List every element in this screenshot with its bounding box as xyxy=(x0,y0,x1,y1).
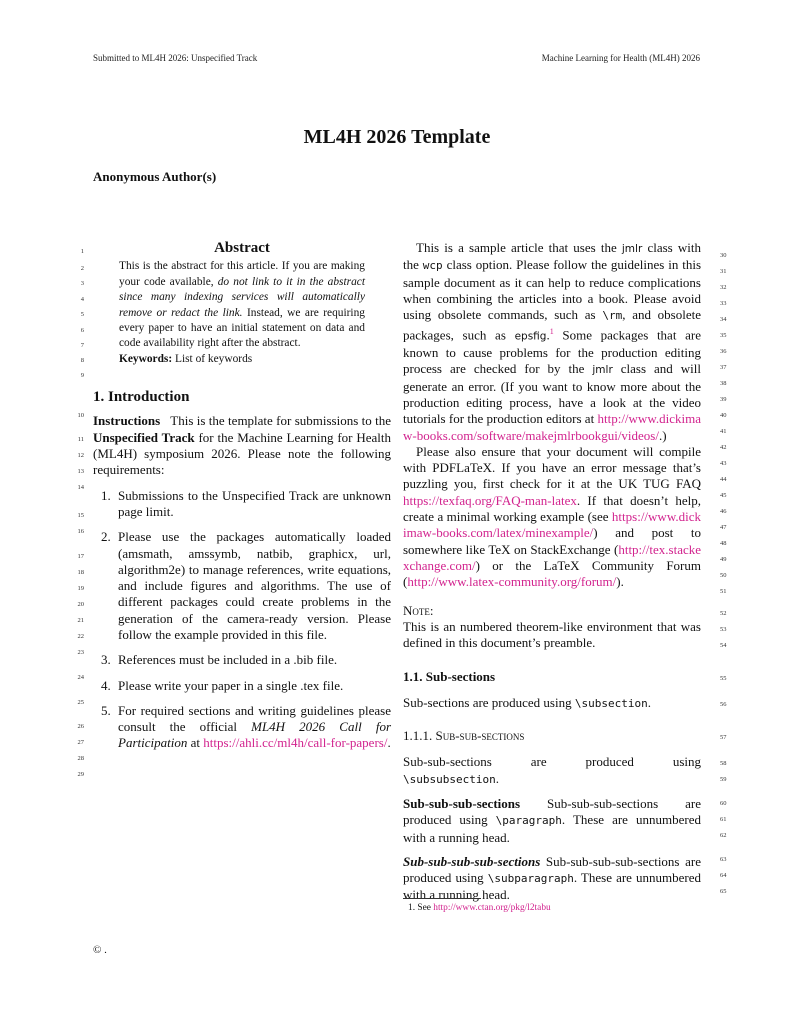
line-number: 6 xyxy=(80,327,84,334)
line-number: 36 xyxy=(720,348,727,355)
line-number: 8 xyxy=(80,357,84,364)
author-line: Anonymous Author(s) xyxy=(93,169,217,184)
line-number: 16 xyxy=(77,528,84,535)
line-number: 17 xyxy=(77,553,84,560)
ctan-link[interactable]: http://www.ctan.org/pkg/l2tabu xyxy=(433,903,551,913)
paragraph-heading: Sub-sub-sub-sections xyxy=(403,795,521,811)
line-number: 26 xyxy=(77,723,84,730)
section-heading-introduction: 1. Introduction xyxy=(93,389,190,406)
line-number: 18 xyxy=(77,569,84,576)
list-item: 1. Submissions to the Unspecified Track are unknown page limit. xyxy=(101,487,391,519)
line-number: 30 xyxy=(720,252,727,259)
footnote-rule xyxy=(403,898,481,899)
list-item: 2. Please use the packages automatically loaded (amsmath, amssymb, natbib, graphicx, url, algorithm2e) to manage references, write equations, and include figures and algorithms. The use of different packages could create problems in the generation of the camera-ready version. Please follow the example provided in this file. xyxy=(101,529,391,642)
note-environment xyxy=(403,603,701,652)
line-number: 35 xyxy=(720,332,727,339)
line-number: 55 xyxy=(720,675,727,682)
line-number: 13 xyxy=(77,468,84,475)
line-number: 3 xyxy=(80,280,84,287)
subsubsection-text: Sub-sub-sections are produced using \subsubsection. xyxy=(403,754,701,786)
line-number: 20 xyxy=(77,601,84,608)
keywords: List of keywords xyxy=(172,352,253,365)
line-number: 51 xyxy=(720,588,727,595)
line-number: 24 xyxy=(77,674,84,681)
stackexchange-link[interactable]: http://tex.stackexchange.com/ xyxy=(403,541,701,573)
line-number: 27 xyxy=(77,739,84,746)
line-number: 63 xyxy=(720,856,727,863)
line-number: 29 xyxy=(77,771,84,778)
list-item: 4. Please write your paper in a single .tex file. xyxy=(101,677,344,693)
running-header-left: Submitted to ML4H 2026: Unspecified Track xyxy=(93,53,258,63)
paragraph-block: Sub-sub-sub-sections Sub-sub-sub-sections are produced using \paragraph. These are unnumbered with a running head. xyxy=(403,795,701,845)
line-number: 53 xyxy=(720,626,727,633)
body-paragraph: This is a sample article that uses the jmlr class with the wcp class option. Please follow the guidelines in this sample document as it can help to reduce complications when combining the articles into a book. Please avoid using obsolete commands, such as \rm, and obsolete packages, such as epsfig.$^1$ Some packages that are known to cause problems for the production editing process are checked for by the jmlr class and will generate an error. (If you want to know more about the production editing process, have a look at the video tutorials for the production editors at http://www.dickimaw-books.com/software/makejmlrbookgui/videos/.) xyxy=(403,240,702,443)
abstract-heading: Abstract xyxy=(214,240,270,256)
line-number: 49 xyxy=(720,556,727,563)
line-number: 47 xyxy=(720,524,727,531)
requirements-list xyxy=(93,488,391,752)
latex-community-link[interactable]: http://www.latex-community.org/forum/ xyxy=(407,574,617,590)
line-number: 40 xyxy=(720,412,727,419)
line-number: 56 xyxy=(720,701,727,708)
line-number: 4 xyxy=(80,296,84,303)
line-number: 33 xyxy=(720,300,727,307)
copyright-notice: © . xyxy=(93,944,107,956)
line-number: 52 xyxy=(720,610,727,617)
line-number: 15 xyxy=(77,512,84,519)
line-number: 58 xyxy=(720,760,727,767)
abstract-text: This is the abstract for this article. If you are making your code available, do not link to it in the abstract since many indexing services will automatically remove or redact the link. Instead, we are requiring every paper to have an initial statement on data and code availability right after the abstract. Keywords: List of keywords xyxy=(119,260,365,365)
line-number: 23 xyxy=(77,649,84,656)
line-number: 46 xyxy=(720,508,727,515)
line-number: 19 xyxy=(77,585,84,592)
line-number: 25 xyxy=(77,699,84,706)
note-heading: Note: xyxy=(403,602,434,618)
line-number: 31 xyxy=(720,268,727,275)
left-column xyxy=(93,240,391,752)
line-number: 65 xyxy=(720,888,727,895)
subsection-text: Sub-sections are produced using \subsection. xyxy=(403,694,651,710)
subsection-heading: 1.1. Sub-sections xyxy=(403,669,496,685)
list-item: 5. For required sections and writing guidelines please consult the official ML4H 2026 Call for Participation at https://ahli.cc/ml4h/call-for-papers/. xyxy=(101,702,391,751)
texfaq-link[interactable]: https://texfaq.org/FAQ-man-latex xyxy=(403,492,577,508)
line-number: 42 xyxy=(720,444,727,451)
line-number: 61 xyxy=(720,816,727,823)
line-number: 22 xyxy=(77,633,84,640)
line-number: 48 xyxy=(720,540,727,547)
keywords-label: Keywords: xyxy=(119,352,173,365)
footnote-mark[interactable]: 1 xyxy=(549,327,554,337)
running-header-right: Machine Learning for Health (ML4H) 2026 xyxy=(541,53,700,63)
line-number: 1 xyxy=(80,248,84,255)
list-item: 3. References must be included in a .bib file. xyxy=(101,652,338,668)
line-number: 41 xyxy=(720,428,727,435)
line-number: 11 xyxy=(77,436,84,443)
call-for-papers-link[interactable]: https://ahli.cc/ml4h/call-for-papers/ xyxy=(203,735,388,751)
line-number: 64 xyxy=(720,872,727,879)
line-number: 54 xyxy=(720,642,727,649)
line-number: 37 xyxy=(720,364,727,371)
paper-title: ML4H 2026 Template xyxy=(303,126,491,148)
line-number: 45 xyxy=(720,492,727,499)
line-number: 50 xyxy=(720,572,727,579)
line-number: 2 xyxy=(80,265,84,272)
right-column xyxy=(403,240,701,904)
line-number: 43 xyxy=(720,460,727,467)
line-number: 32 xyxy=(720,284,727,291)
intro-paragraph: Instructions This is the template for submissions to the Unspecified Track for the Machine Learning for Health (ML4H) symposium 2026. Please note the following requirements: xyxy=(93,413,392,478)
line-number: 28 xyxy=(77,755,84,762)
minexample-link[interactable]: https://www.dickimaw-books.com/latex/minexample/ xyxy=(403,509,701,541)
line-number: 60 xyxy=(720,800,727,807)
line-number: 57 xyxy=(720,734,727,741)
line-number: 9 xyxy=(80,372,84,379)
video-tutorials-link[interactable]: http://www.dickimaw-books.com/software/makejmlrbookgui/videos/ xyxy=(403,411,701,443)
line-number: 21 xyxy=(77,617,84,624)
subsubsection-heading: 1.1.1. Sub-sub-sections xyxy=(403,728,525,744)
line-number: 62 xyxy=(720,832,727,839)
line-number: 10 xyxy=(77,412,84,419)
line-number: 14 xyxy=(77,484,84,491)
line-number: 44 xyxy=(720,476,727,483)
subparagraph-block: Sub-sub-sub-sub-sections Sub-sub-sub-sub-sections are produced using \subparagraph. These are unnumbered with a running head. xyxy=(403,853,702,903)
footnote: 1. See http://www.ctan.org/pkg/l2tabu xyxy=(408,903,551,913)
line-number: 38 xyxy=(720,380,727,387)
body-paragraph: Please also ensure that your document will compile with PDFLaTeX. If you have an error message that’s puzzling you, first check for it at the UK TUG FAQ https://texfaq.org/FAQ-man-latex. If that doesn’t help, create a minimal working example (see https://www.dickimaw-books.com/latex/minexample/) and post to somewhere like TeX on StackExchange (http://tex.stackexchange.com/) or the LaTeX Community Forum (http://www.latex-community.org/forum/). xyxy=(403,443,701,590)
note-text: This is an numbered theorem-like environment that was defined in this document’s preamble. xyxy=(403,618,701,651)
line-number: 7 xyxy=(80,342,84,349)
line-number: 5 xyxy=(80,311,84,318)
line-number: 12 xyxy=(77,452,84,459)
line-number: 34 xyxy=(720,316,727,323)
line-number: 39 xyxy=(720,396,727,403)
subparagraph-heading: Sub-sub-sub-sub-sections xyxy=(403,853,541,869)
line-number: 59 xyxy=(720,776,727,783)
